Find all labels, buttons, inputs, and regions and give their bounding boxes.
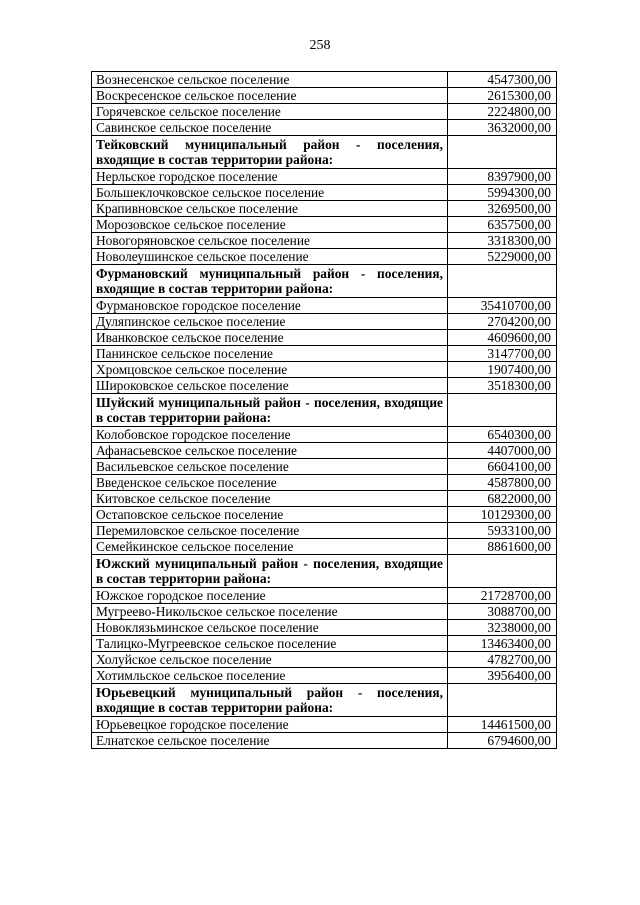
district-header-row bbox=[92, 136, 557, 169]
amount-cell: 8861600,00 bbox=[448, 539, 557, 555]
table-row bbox=[92, 104, 557, 120]
table-row bbox=[92, 507, 557, 523]
district-header-row bbox=[92, 555, 557, 588]
district-header-row bbox=[92, 394, 557, 427]
settlement-name-cell: Новолеушинское сельское поселение bbox=[92, 249, 448, 265]
district-header-row bbox=[92, 265, 557, 298]
amount-cell bbox=[448, 136, 557, 169]
district-name-cell: Тейковский муниципальный район - поселения, входящие в состав территории района: bbox=[92, 136, 448, 169]
amount-cell: 21728700,00 bbox=[448, 588, 557, 604]
table-row bbox=[92, 668, 557, 684]
settlement-name-cell: Юрьевецкое городское поселение bbox=[92, 717, 448, 733]
settlement-name-cell: Остаповское сельское поселение bbox=[92, 507, 448, 523]
table-row bbox=[92, 88, 557, 104]
amount-cell: 2615300,00 bbox=[448, 88, 557, 104]
settlement-name-cell: Горячевское сельское поселение bbox=[92, 104, 448, 120]
table-row bbox=[92, 201, 557, 217]
settlement-name-cell: Нерльское городское поселение bbox=[92, 169, 448, 185]
settlement-name-cell: Афанасьевское сельское поселение bbox=[92, 443, 448, 459]
settlement-name-cell: Фурмановское городское поселение bbox=[92, 298, 448, 314]
settlement-name-cell: Новоклязьминское сельское поселение bbox=[92, 620, 448, 636]
table-row bbox=[92, 491, 557, 507]
settlement-name-cell: Семейкинское сельское поселение bbox=[92, 539, 448, 555]
table-row bbox=[92, 346, 557, 362]
settlement-name-cell: Хромцовское сельское поселение bbox=[92, 362, 448, 378]
table-row bbox=[92, 72, 557, 88]
settlement-name-cell: Дуляпинское сельское поселение bbox=[92, 314, 448, 330]
table-row bbox=[92, 378, 557, 394]
table-row bbox=[92, 233, 557, 249]
amount-cell: 5994300,00 bbox=[448, 185, 557, 201]
settlement-name-cell: Морозовское сельское поселение bbox=[92, 217, 448, 233]
table-row bbox=[92, 620, 557, 636]
settlement-name-cell: Введенское сельское поселение bbox=[92, 475, 448, 491]
table-row bbox=[92, 604, 557, 620]
amount-cell: 3147700,00 bbox=[448, 346, 557, 362]
table-row bbox=[92, 298, 557, 314]
table-row bbox=[92, 459, 557, 475]
amount-cell: 1907400,00 bbox=[448, 362, 557, 378]
amount-cell: 2704200,00 bbox=[448, 314, 557, 330]
amount-cell: 10129300,00 bbox=[448, 507, 557, 523]
table-row bbox=[92, 330, 557, 346]
district-name-cell: Шуйский муниципальный район - поселения, входящие в состав территории района: bbox=[92, 394, 448, 427]
table-row bbox=[92, 588, 557, 604]
amount-cell: 3318300,00 bbox=[448, 233, 557, 249]
amount-cell bbox=[448, 555, 557, 588]
district-name-cell: Фурмановский муниципальный район - поселения, входящие в состав территории района: bbox=[92, 265, 448, 298]
settlement-name-cell: Панинское сельское поселение bbox=[92, 346, 448, 362]
amount-cell bbox=[448, 394, 557, 427]
table-row bbox=[92, 185, 557, 201]
settlement-name-cell: Савинское сельское поселение bbox=[92, 120, 448, 136]
settlement-name-cell: Мугреево-Никольское сельское поселение bbox=[92, 604, 448, 620]
amount-cell: 14461500,00 bbox=[448, 717, 557, 733]
amount-cell: 4782700,00 bbox=[448, 652, 557, 668]
table-row bbox=[92, 717, 557, 733]
settlement-name-cell: Воскресенское сельское поселение bbox=[92, 88, 448, 104]
amount-cell: 3238000,00 bbox=[448, 620, 557, 636]
amount-cell: 8397900,00 bbox=[448, 169, 557, 185]
amount-cell: 4587800,00 bbox=[448, 475, 557, 491]
amount-cell: 3518300,00 bbox=[448, 378, 557, 394]
table-row bbox=[92, 217, 557, 233]
amount-cell bbox=[448, 684, 557, 717]
amount-cell: 4609600,00 bbox=[448, 330, 557, 346]
settlement-name-cell: Хотимльское сельское поселение bbox=[92, 668, 448, 684]
district-name-cell: Южский муниципальный район - поселения, входящие в состав территории района: bbox=[92, 555, 448, 588]
settlement-name-cell: Колобовское городское поселение bbox=[92, 427, 448, 443]
amount-cell bbox=[448, 265, 557, 298]
amount-cell: 6822000,00 bbox=[448, 491, 557, 507]
amount-cell: 3269500,00 bbox=[448, 201, 557, 217]
amount-cell: 35410700,00 bbox=[448, 298, 557, 314]
table-row bbox=[92, 636, 557, 652]
settlement-name-cell: Широковское сельское поселение bbox=[92, 378, 448, 394]
settlement-name-cell: Елнатское сельское поселение bbox=[92, 733, 448, 749]
amount-cell: 6794600,00 bbox=[448, 733, 557, 749]
settlement-name-cell: Иванковское сельское поселение bbox=[92, 330, 448, 346]
amount-cell: 4407000,00 bbox=[448, 443, 557, 459]
amount-cell: 13463400,00 bbox=[448, 636, 557, 652]
district-name-cell: Юрьевецкий муниципальный район - поселения, входящие в состав территории района: bbox=[92, 684, 448, 717]
table-row bbox=[92, 427, 557, 443]
settlement-name-cell: Перемиловское сельское поселение bbox=[92, 523, 448, 539]
amount-cell: 3956400,00 bbox=[448, 668, 557, 684]
table-row bbox=[92, 523, 557, 539]
table-row bbox=[92, 733, 557, 749]
amount-cell: 6540300,00 bbox=[448, 427, 557, 443]
amount-cell: 2224800,00 bbox=[448, 104, 557, 120]
table-row bbox=[92, 169, 557, 185]
table-row bbox=[92, 475, 557, 491]
table-row bbox=[92, 249, 557, 265]
table-body bbox=[92, 72, 557, 749]
table-row bbox=[92, 539, 557, 555]
amount-cell: 5229000,00 bbox=[448, 249, 557, 265]
settlement-name-cell: Вознесенское сельское поселение bbox=[92, 72, 448, 88]
table-row bbox=[92, 362, 557, 378]
table-row bbox=[92, 120, 557, 136]
amount-cell: 5933100,00 bbox=[448, 523, 557, 539]
settlement-name-cell: Васильевское сельское поселение bbox=[92, 459, 448, 475]
settlement-name-cell: Талицко-Мугреевское сельское поселение bbox=[92, 636, 448, 652]
table-row bbox=[92, 652, 557, 668]
settlement-name-cell: Большеклочковское сельское поселение bbox=[92, 185, 448, 201]
district-header-row bbox=[92, 684, 557, 717]
amount-cell: 4547300,00 bbox=[448, 72, 557, 88]
settlement-name-cell: Южское городское поселение bbox=[92, 588, 448, 604]
page-number: 258 bbox=[309, 38, 331, 53]
amount-cell: 6357500,00 bbox=[448, 217, 557, 233]
budget-table bbox=[91, 71, 557, 749]
amount-cell: 3632000,00 bbox=[448, 120, 557, 136]
table-row bbox=[92, 443, 557, 459]
settlement-name-cell: Холуйское сельское поселение bbox=[92, 652, 448, 668]
amount-cell: 6604100,00 bbox=[448, 459, 557, 475]
settlement-name-cell: Новогоряновское сельское поселение bbox=[92, 233, 448, 249]
settlement-name-cell: Китовское сельское поселение bbox=[92, 491, 448, 507]
amount-cell: 3088700,00 bbox=[448, 604, 557, 620]
table-row bbox=[92, 314, 557, 330]
settlement-name-cell: Крапивновское сельское поселение bbox=[92, 201, 448, 217]
